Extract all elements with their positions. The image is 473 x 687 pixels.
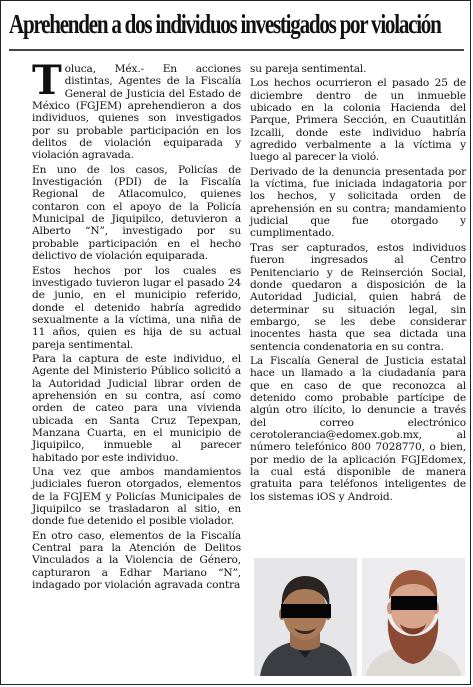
paragraph-9: Derivado de la denuncia presentada por la víctima, fue iniciada indagatoria por los hechos, y solicitada orden de aprehensión en su contra; mandamiento judicial que fue otorgado y cumplimentado. [250,165,466,240]
paragraph-3: Estos hechos por los cuales es investigado tuvieron lugar el pasado 24 de junio, en el municipio referido, donde el detenido habría agredido sexualmente a la víctima, una niña de 11 años, quien es hija de su actual pareja sentimental. [32,264,241,351]
paragraph-8: Los hechos ocurrieron el pasado 25 de diciembre dentro de un inmueble ubicado en la colonia Hacienda del Parque, Primera Sección, en Cuautitlán Izcalli, donde este individuo habría agredido verbalmente a la víctima y luego al parecer la violó. [250,77,466,164]
paragraph-10: Tras ser capturados, estos individuos fueron ingresados al Centro Penitenciario y de Reinserción Social, donde quedaron a disposición de la Autoridad Judicial, quien habrá de determinar su situación legal, sin embargo, se les debe considerar inocentes hasta que sea dictada una sentencia condenatoria en su contra. [250,241,466,353]
paragraph-7: su pareja sentimental. [250,63,367,75]
left-column [32,57,241,593]
suspect-photos [254,558,466,676]
headline: Aprehenden a dos individuos investigados por violación [9,9,441,39]
paragraph-1-text: oluca, Méx.- En acciones distintas, Agentes de la Fiscalía General de Justicia del Estado de México (FGJEM) aprehendieron a dos individuos, quienes son investigados por su probable participación en los delitos de violación equiparada y violación agravada. [32,63,241,162]
paragraph-11: La Fiscalía General de Justicia estatal hace un llamado a la ciudadanía para que en caso de que reconozca al detenido como probable partícipe de algún otro ilícito, lo denuncie a través del correo electrónico cerotolerancia@edomex.gob.mx, al número telefónico 800 7028770, o bien, por medio de la aplicación FGJEdomex, la cual está disponible de manera gratuita para teléfonos inteligentes de los sistemas iOS y Android. [250,354,466,503]
drop-cap: T [32,57,62,104]
censor-bar [391,596,437,610]
paragraph-4: Para la captura de este individuo, el Agente del Ministerio Público solicitó a la Autoridad Judicial librar orden de aprehensión en su contra, así como orden de cateo para una vivienda ubicada en Santa Cruz Tepexpan, Manzana Cuarta, en el municipio de Jiquipilco, inmueble al parecer habitado por este individuo. [32,352,241,464]
suspect-photo-2 [362,558,465,676]
paragraph-5: Una vez que ambos mandamientos judiciales fueron otorgados, elementos de la FGJEM y Policías Municipales de Jiquipilco se trasladaron al sitio, en donde fue detenido el posible violador. [32,466,241,528]
paragraph-2: En uno de los casos, Policías de Investigación (PDI) de la Fiscalía Regional de Atlacomulco, quienes contaron con el apoyo de la Policía Municipal de Jiquipilco, detuvieron a Alberto “N”, investigado por su probable participación en el hecho delictivo de violación equiparada. [32,163,241,263]
suspect-photo-1 [254,558,357,676]
censor-bar [281,604,331,618]
paragraph-1 [32,57,241,162]
headline-rule [9,49,464,51]
right-column [250,63,466,505]
paragraph-6: En otro caso, elementos de la Fiscalía Central para la Atención de Delitos Vinculados a la Violencia de Género, capturaron a Edhar Mariano “N”, indagado por violación agravada contra [32,529,241,592]
